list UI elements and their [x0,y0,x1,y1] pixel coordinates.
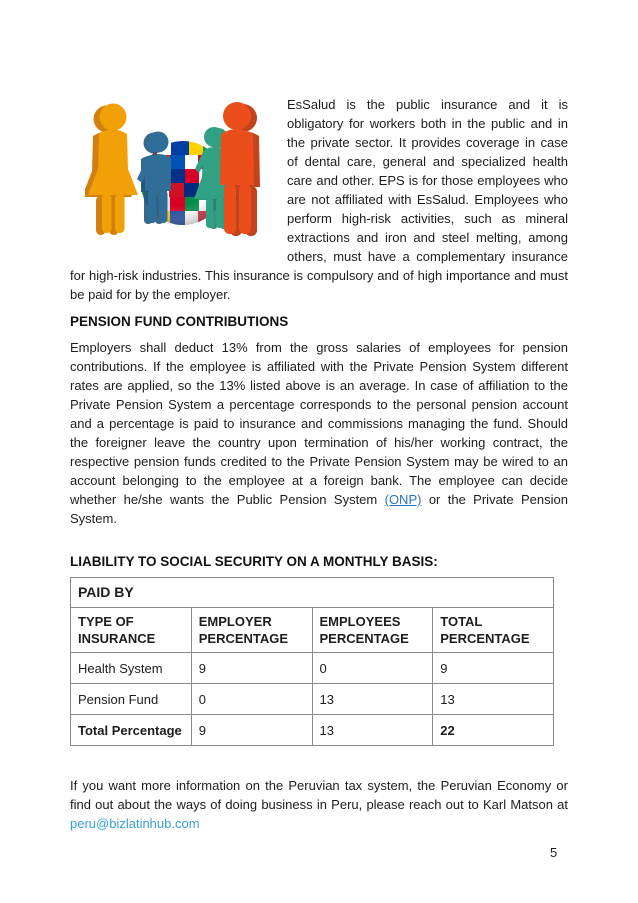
employer-value: 9 [191,715,312,746]
people-globe-image [85,95,265,240]
employees-value: 0 [312,653,433,684]
table-row [71,684,554,715]
table-column-header-row [71,608,554,653]
col-header-employer-percentage: EMPLOYER PERCENTAGE [191,608,312,653]
page-number: 5 [550,845,558,860]
four-people-flag-globe-illustration [85,95,265,245]
contact-text: If you want more information on the Peruvian tax system, the Peruvian Economy or find out about the ways of doing business in Peru, please reach out to Karl Matson at [70,778,568,812]
contact-paragraph [70,776,568,833]
blue-man-figure [137,132,171,225]
red-man-figure [220,102,260,236]
col-header-total-percentage: TOTAL PERCENTAGE [433,608,554,653]
intro-paragraph: EsSalud is the public insurance and it is obligatory for workers both in the public and in the private sector. It provides coverage in case of dental care, general and specialized health care and other. EPS is for those employees who are not affiliated with EsSalud. Employees who perform high-risk activities, such as mineral extractions and iron and steel melting, among others, must have a complementary insurance for high-risk industries. This insurance is compulsory and of high importance and must be paid for by the employer. [70,97,568,302]
pension-text-after-link: or the Private Pension System. [70,492,568,526]
row-label: Health System [71,653,192,684]
row-label: Total Percentage [71,715,192,746]
col-header-employees-percentage: EMPLOYEES PERCENTAGE [312,608,433,653]
table-row [71,653,554,684]
col-header-type-of-insurance: TYPE OF INSURANCE [71,608,192,653]
employer-value: 9 [191,653,312,684]
liability-table [70,577,554,746]
intro-section [70,95,568,304]
contact-email-link[interactable]: peru@bizlatinhub.com [70,816,200,831]
liability-heading: LIABILITY TO SOCIAL SECURITY ON A MONTHLY BASIS: [70,554,438,569]
total-value: 13 [433,684,554,715]
total-value: 22 [433,715,554,746]
pension-text-before-link: Employers shall deduct 13% from the gross salaries of employees for pension contributions. If the employee is affiliated with the Private Pension System different rates are applied, so the 13% listed above is an average. In case of affiliation to the Private Pension System a percentage corresponds to the personal pension account and a percentage is paid to insurance and commissions managing the fund. Should the foreigner leave the country upon termination of his/her working contract, the respective pension funds credited to the Private Pension System may be wired to an account belonging to the employee at a foreign bank. The employee can decide whether he/she wants the Public Pension System [70,340,568,507]
total-value: 9 [433,653,554,684]
employer-value: 0 [191,684,312,715]
orange-woman-figure [85,104,138,236]
page-content [70,95,568,833]
row-label: Pension Fund [71,684,192,715]
table-span-header-row [71,578,554,608]
paid-by-header: PAID BY [71,578,554,608]
onp-link[interactable]: (ONP) [384,492,422,507]
table-row-total [71,715,554,746]
employees-value: 13 [312,715,433,746]
pension-heading: PENSION FUND CONTRIBUTIONS [70,314,289,329]
employees-value: 13 [312,684,433,715]
pension-paragraph [70,338,568,528]
